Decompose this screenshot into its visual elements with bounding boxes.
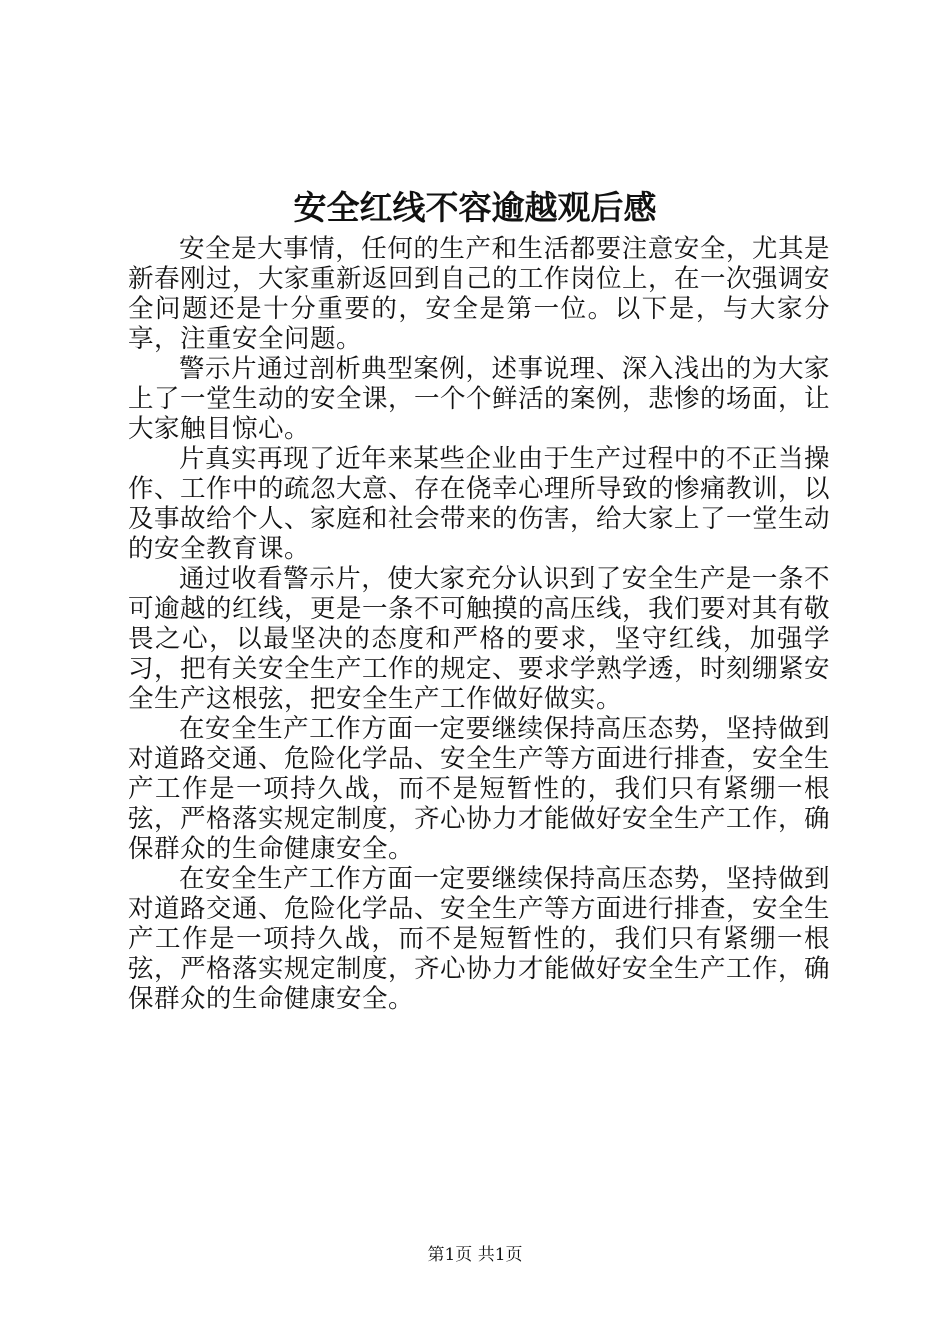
document-body: [128, 234, 830, 1014]
body-paragraph: 在安全生产工作方面一定要继续保持高压态势，坚持做到对道路交通、危险化学品、安全生产等方面进行排查，安全生产工作是一项持久战，而不是短暂性的，我们只有紧绷一根弦，严格落实规定制度，齐心协力才能做好安全生产工作，确保群众的生命健康安全。: [128, 864, 831, 1014]
body-paragraph: 在安全生产工作方面一定要继续保持高压态势，坚持做到对道路交通、危险化学品、安全生产等方面进行排查，安全生产工作是一项持久战，而不是短暂性的，我们只有紧绷一根弦，严格落实规定制度，齐心协力才能做好安全生产工作，确保群众的生命健康安全。: [128, 714, 831, 864]
body-paragraph: 警示片通过剖析典型案例，述事说理、深入浅出的为大家上了一堂生动的安全课，一个个鲜活的案例，悲惨的场面，让大家触目惊心。: [128, 354, 831, 444]
body-paragraph: 安全是大事情，任何的生产和生活都要注意安全，尤其是新春刚过，大家重新返回到自己的工作岗位上，在一次强调安全问题还是十分重要的，安全是第一位。以下是，与大家分享，注重安全问题。: [128, 234, 831, 354]
page-title: 安全红线不容逾越观后感: [293, 188, 657, 227]
body-paragraph: 通过收看警示片，使大家充分认识到了安全生产是一条不可逾越的红线，更是一条不可触摸的高压线，我们要对其有敬畏之心，以最坚决的态度和严格的要求，坚守红线，加强学习，把有关安全生产工作的规定、要求学熟学透，时刻绷紧安全生产这根弦，把安全生产工作做好做实。: [128, 564, 831, 714]
page-number-footer: 第1页 共1页: [427, 1245, 523, 1265]
body-paragraph: 片真实再现了近年来某些企业由于生产过程中的不正当操作、工作中的疏忽大意、存在侥幸心理所导致的惨痛教训，以及事故给个人、家庭和社会带来的伤害，给大家上了一堂生动的安全教育课。: [128, 444, 831, 564]
